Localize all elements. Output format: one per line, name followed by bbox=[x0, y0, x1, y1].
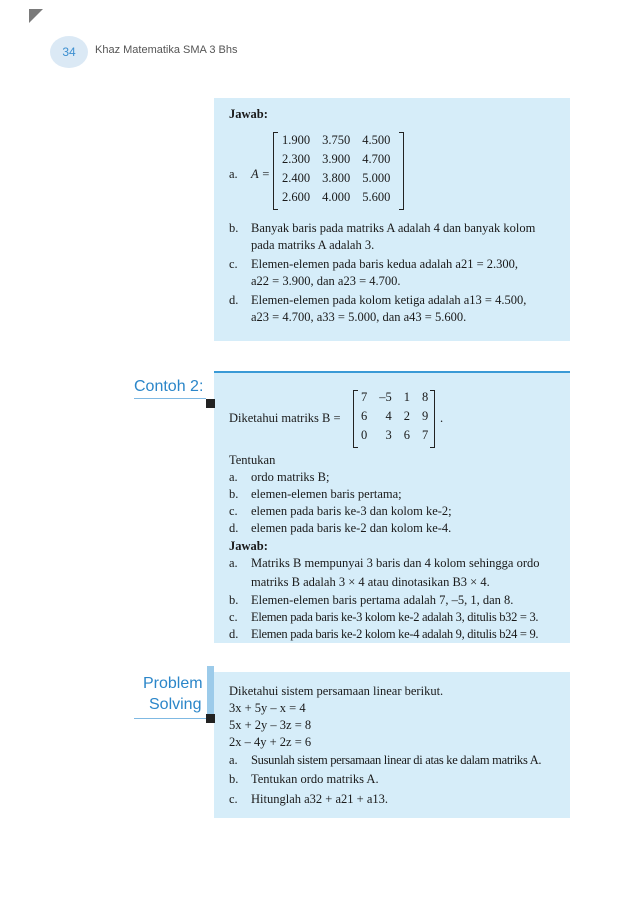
answer-c-label: c. bbox=[229, 610, 238, 624]
answer-c: Elemen pada baris ke-3 kolom ke-2 adalah 3, ditulis b32 = 3. bbox=[251, 610, 539, 624]
matrix-row: 1.900 3.750 4.500 bbox=[282, 133, 391, 147]
matrix-row: 0 3 6 7 bbox=[361, 428, 429, 442]
problem-a-label: a. bbox=[229, 753, 238, 767]
example-label: Contoh 2: bbox=[134, 378, 204, 395]
question-c: elemen pada baris ke-3 dan kolom ke-2; bbox=[251, 504, 452, 518]
equation-1: 3x + 5y – x = 4 bbox=[229, 701, 306, 715]
problem-b: Tentukan ordo matriks A. bbox=[251, 772, 379, 786]
problem-c: Hitunglah a32 + a21 + a13. bbox=[251, 792, 388, 806]
question-a: ordo matriks B; bbox=[251, 470, 330, 484]
answer-a-label: a. bbox=[229, 556, 238, 570]
matrix-b-period: . bbox=[440, 411, 444, 425]
item-c-line1: Elemen-elemen pada baris kedua adalah a21 = 2.300, bbox=[251, 257, 519, 271]
equation-3: 2x – 4y + 2z = 6 bbox=[229, 735, 312, 749]
matrix-b bbox=[355, 388, 434, 445]
matrix-row: 6 4 2 9 bbox=[361, 409, 429, 423]
problem-intro: Diketahui sistem persamaan linear berikut. bbox=[229, 684, 444, 698]
matrix-row: 2.400 3.800 5.000 bbox=[282, 171, 391, 185]
answer-b-label: b. bbox=[229, 593, 239, 607]
problem-b-label: b. bbox=[229, 772, 239, 786]
question-b-label: b. bbox=[229, 487, 239, 501]
item-d-line1: Elemen-elemen pada kolom ketiga adalah a13 = 4.500, bbox=[251, 293, 527, 307]
question-a-label: a. bbox=[229, 470, 238, 484]
equation-2: 5x + 2y – 3z = 8 bbox=[229, 718, 312, 732]
example-label-underline bbox=[134, 398, 206, 399]
answer-b: Elemen-elemen baris pertama adalah 7, –5, 1, dan 8. bbox=[251, 593, 514, 607]
answer-d: Elemen pada baris ke-2 kolom ke-4 adalah 9, ditulis b24 = 9. bbox=[251, 627, 539, 641]
matrix-a bbox=[276, 131, 396, 207]
answer-title: Jawab: bbox=[229, 107, 268, 121]
tentukan-label: Tentukan bbox=[229, 453, 276, 467]
question-d: elemen pada baris ke-2 dan kolom ke-4. bbox=[251, 521, 452, 535]
problem-c-label: c. bbox=[229, 792, 238, 806]
problem-side-bar bbox=[207, 666, 214, 714]
matrix-row: 2.300 3.900 4.700 bbox=[282, 152, 391, 166]
answer-a-line2: matriks B adalah 3 × 4 atau dinotasikan B3 × 4. bbox=[251, 575, 490, 589]
problem-label-2: Solving bbox=[149, 696, 202, 713]
question-b: elemen-elemen baris pertama; bbox=[251, 487, 402, 501]
item-a-label: a. bbox=[229, 167, 238, 181]
item-d-line2: a23 = 4.700, a33 = 5.000, dan a43 = 5.600. bbox=[251, 310, 467, 324]
item-b-line2: pada matriks A adalah 3. bbox=[251, 238, 375, 252]
matrix-a-bracket-right bbox=[399, 132, 404, 210]
item-d-label: d. bbox=[229, 293, 239, 307]
box-marker bbox=[206, 399, 215, 408]
matrix-row: 7 –5 1 8 bbox=[361, 390, 429, 404]
answer-a-line1: Matriks B mempunyai 3 baris dan 4 kolom sehingga ordo bbox=[251, 556, 540, 570]
corner-mark bbox=[29, 9, 43, 23]
item-b-line1: Banyak baris pada matriks A adalah 4 dan banyak kolom bbox=[251, 221, 536, 235]
example-intro: Diketahui matriks B = bbox=[229, 411, 341, 425]
item-c-label: c. bbox=[229, 257, 238, 271]
example-jawab: Jawab: bbox=[229, 539, 268, 553]
item-b-label: b. bbox=[229, 221, 239, 235]
problem-label-underline bbox=[134, 718, 206, 719]
running-title: Khaz Matematika SMA 3 Bhs bbox=[95, 44, 238, 56]
item-c-line2: a22 = 3.900, dan a23 = 4.700. bbox=[251, 274, 401, 288]
matrix-a-var: A = bbox=[251, 167, 270, 181]
matrix-row: 2.600 4.000 5.600 bbox=[282, 190, 391, 204]
box-marker bbox=[206, 714, 215, 723]
problem-label-1: Problem bbox=[143, 675, 203, 692]
answer-d-label: d. bbox=[229, 627, 239, 641]
question-d-label: d. bbox=[229, 521, 239, 535]
problem-a: Susunlah sistem persamaan linear di atas ke dalam matriks A. bbox=[251, 753, 542, 767]
page-number: 34 bbox=[50, 36, 88, 68]
question-c-label: c. bbox=[229, 504, 238, 518]
